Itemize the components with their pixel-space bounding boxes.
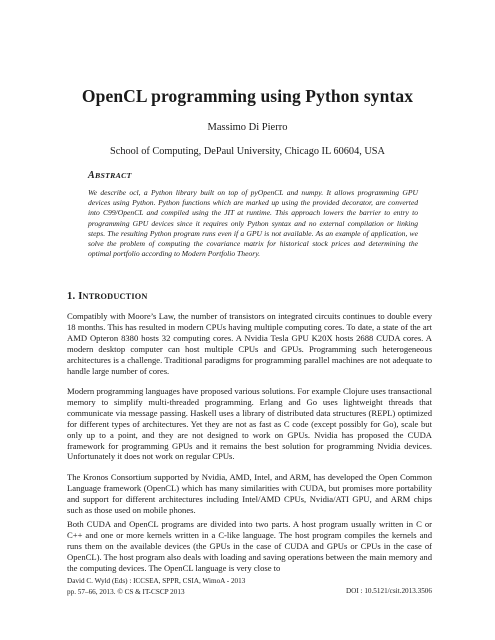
section-heading-number: 1. I [67, 291, 83, 302]
abstract-text: We describe ocl, a Python library built on top of pyOpenCL and numpy. It allows programming GPU devices using Python. Python functions which are marked up using the provided decorator, are converted into C99/OpenCL and compiled using the JIT at runtime. This approach lowers the barrier to entry to programming GPU devices since it requires only Python syntax and no external compilation or linking steps. The resulting Python program runs even if a GPU is not available. As an example of application, we solve the problem of computing the covariance matrix for historical stock prices and determining the optimal portfolio according to Modern Portfolio Theory. [88, 188, 418, 259]
author-affiliation: School of Computing, DePaul University, Chicago IL 60604, USA [110, 146, 385, 157]
paper-title: OpenCL programming using Python syntax [81, 86, 414, 106]
intro-paragraph: Compatibly with Moore’s Law, the number of transistors on integrated circuits continues to double every 18 months. This has resulted in modern CPUs having multiple computing cores. To date, a state of the art AMD Opteron 8380 hosts 32 computing cores. A Nvidia Tesla GPU K20X hosts 2688 CUDA cores. A modern desktop computer can host multiple CPUs and GPUs. Programming such heterogeneous architectures is a challenge. Traditional paradigms for programming parallel machines are not adequate to handle large number of cores. [67, 311, 432, 376]
intro-paragraph: Both CUDA and OpenCL programs are divided into two parts. A host program usually written in C or C++ and one or more kernels written in a C-like language. The host program compiles the kernels and runs them on the available devices (the GPUs in the case of CUDA and GPUs or CPUs in the case of OpenCL). The host program also deals with loading and saving operations between the main memory and the computing devices. The OpenCL language is very close to [67, 519, 432, 573]
abstract-heading-rest: BSTRACT [94, 171, 132, 180]
section-heading-introduction [67, 291, 148, 302]
footer-line-2: pp. 57–66, 2013. © CS & IT-CSCP 2013 [67, 587, 185, 596]
footer-citation [67, 576, 245, 597]
intro-paragraph: The Kronos Consortium supported by Nvidia, AMD, Intel, and ARM, has developed the Open Common Language framework (OpenCL) which has many similarities with CUDA, but promises more portability and support for different architectures including Intel/AMD CPUs, Nvidia/ATI GPU, and ARM chips such as those used on mobile phones. [67, 472, 432, 515]
footer-doi: DOI : 10.5121/csit.2013.3506 [345, 586, 432, 595]
author-name: Massimo Di Pierro [207, 122, 288, 133]
footer-line-1: David C. Wyld (Eds) : ICCSEA, SPPR, CSIA, WimoA - 2013 [67, 577, 246, 585]
intro-paragraph: Modern programming languages have proposed various solutions. For example Clojure uses transactional memory to simplify multi-threaded programming. Erlang and Go uses lightweight threads that communicate via message passing. Haskell uses a library of distributed data structures (REPL) optimized for different types of architectures. Yet they are not as fast as C code (except possibly for Go), scale but only up to a point, and they are not designed to work on GPUs. Nvidia has proposed the CUDA framework for programming GPUs and it remains the best solution for programming Nvidia devices. Unfortunately it does not work on regular CPUs. [67, 386, 432, 462]
abstract-heading [88, 170, 132, 181]
abstract-heading-initial: A [88, 170, 95, 181]
section-heading-rest: NTRODUCTION [82, 292, 148, 301]
